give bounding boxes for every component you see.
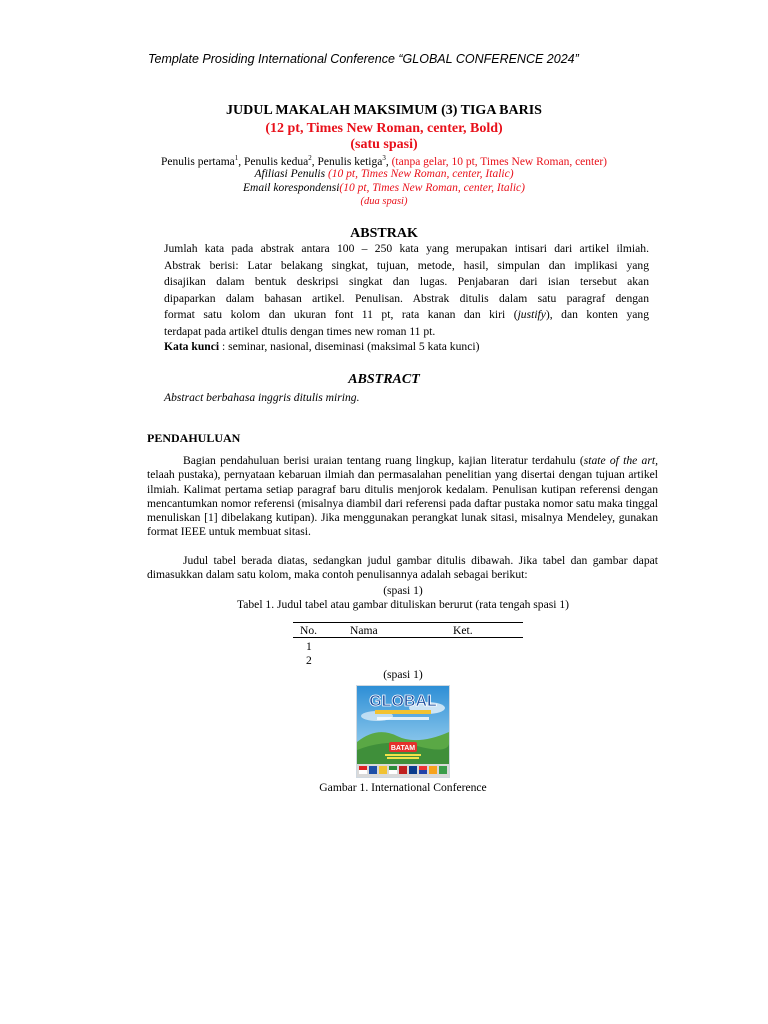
paper-title: JUDUL MAKALAH MAKSIMUM (3) TIGA BARIS bbox=[226, 103, 542, 118]
flag-strip bbox=[359, 766, 447, 774]
poster-title: GLOBAL bbox=[369, 693, 437, 710]
table-top-rule bbox=[293, 622, 523, 623]
author-line bbox=[0, 154, 768, 168]
abstrak-heading: ABSTRAK bbox=[350, 226, 418, 241]
running-header: Template Prosiding International Conference “GLOBAL CONFERENCE 2024” bbox=[148, 52, 579, 66]
email-label: Email korespondensi bbox=[243, 182, 340, 194]
figure-caption: Gambar 1. International Conference bbox=[319, 781, 487, 794]
affiliation-label: Afiliasi Penulis bbox=[254, 168, 328, 180]
author-3-sup: 3 bbox=[382, 154, 386, 162]
author-sep: , bbox=[385, 155, 392, 168]
affiliation-note: (10 pt, Times New Roman, center, Italic) bbox=[327, 168, 514, 180]
email-line bbox=[0, 182, 768, 194]
title-format-note: (12 pt, Times New Roman, center, Bold) bbox=[265, 121, 503, 136]
abstrak-line: dipaparkan dalam bahasan artikel. Penulisan. Abstrak ditulis dalam satu paragraf dengan bbox=[164, 291, 649, 305]
table-row: 1 bbox=[306, 640, 312, 653]
table-row: 2 bbox=[306, 654, 312, 667]
title-spacing-note: (satu spasi) bbox=[350, 137, 418, 152]
poster-city: BATAM bbox=[390, 745, 416, 752]
author-1: Penulis pertama bbox=[160, 155, 235, 168]
email-note: (10 pt, Times New Roman, center, Italic) bbox=[339, 182, 525, 194]
abstrak-body bbox=[164, 241, 649, 340]
table-header-rule bbox=[293, 637, 523, 638]
conference-poster-image bbox=[356, 685, 450, 778]
abstract-text: Abstract berbahasa inggris ditulis miring. bbox=[164, 391, 360, 404]
abstrak-line: Abstrak berisi: Latar belakang singkat, tujuan, metode, hasil, simpulan dan implikasi yang bbox=[164, 258, 649, 272]
author-2-sup: 2 bbox=[308, 154, 312, 162]
table-caption: Tabel 1. Judul tabel atau gambar dituliskan berurut (rata tengah spasi 1) bbox=[236, 598, 570, 611]
abstract-heading: ABSTRACT bbox=[348, 372, 420, 387]
pendahuluan-paragraph-1: Bagian pendahuluan berisi uraian tentang ruang lingkup, kajian literatur terdahulu (state of the art, telaah pustaka), pernyataan kebaruan ilmiah dan permasalahan penelitian yang disertai dengan tujuan artikel ilmiah. Kalimat pertama setiap paragraf baru ditulis menjorok kedalam. Penulisan kutipan referensi dengan mencantumkan nomor referensi (misalnya diambil dari referensi pada daftar pustaka nomor satu maka tinggal menuliskan [1] dibelakang kutipan). Jika menggunakan perangkat lunak sitasi, misalnya Mendeley, gunakan format IEEE untuk membuat sitasi. bbox=[147, 454, 658, 539]
pendahuluan-paragraph-2: Judul tabel berada diatas, sedangkan judul gambar ditulis dibawah. Jika tabel dan gambar dapat dimasukkan dalam satu kolom, maka contoh penulisannya adalah sebagai berikut: bbox=[147, 554, 658, 582]
table-header-no: No. bbox=[300, 624, 318, 637]
abstrak-line: format satu kolom dan ukuran font 11 pt, rata kanan dan kiri (justify), dan konten yang bbox=[164, 308, 649, 321]
dua-spasi-note: (dua spasi) bbox=[360, 196, 408, 207]
author-3: , Penulis ketiga bbox=[311, 155, 383, 168]
table-header-ket: Ket. bbox=[453, 624, 473, 637]
kata-kunci bbox=[164, 340, 479, 353]
kata-kunci-label: Kata kunci bbox=[164, 340, 220, 353]
abstrak-line: disajikan dalam bentuk deskripsi singkat dan lugas. Penjabaran dari isian tersebut akan bbox=[164, 275, 649, 288]
table-header-nama: Nama bbox=[350, 624, 378, 637]
section-heading-pendahuluan: PENDAHULUAN bbox=[147, 431, 241, 445]
affiliation-line bbox=[0, 168, 768, 180]
author-note: (tanpa gelar, 10 pt, Times New Roman, center) bbox=[391, 155, 607, 168]
abstrak-line: terdapat pada artikel dtulis dengan times new roman 11 pt. bbox=[164, 324, 436, 338]
kata-kunci-text: : seminar, nasional, diseminasi (maksimal 5 kata kunci) bbox=[219, 340, 480, 353]
author-2: , Penulis kedua bbox=[238, 155, 309, 168]
spasi-note-1: (spasi 1) bbox=[383, 584, 423, 597]
abstrak-line: Jumlah kata pada abstrak antara 100 – 250 kata yang merupakan intisari dari artikel ilmiah. bbox=[164, 242, 649, 255]
author-1-sup: 1 bbox=[234, 154, 239, 162]
spasi-note-2: (spasi 1) bbox=[383, 668, 423, 681]
